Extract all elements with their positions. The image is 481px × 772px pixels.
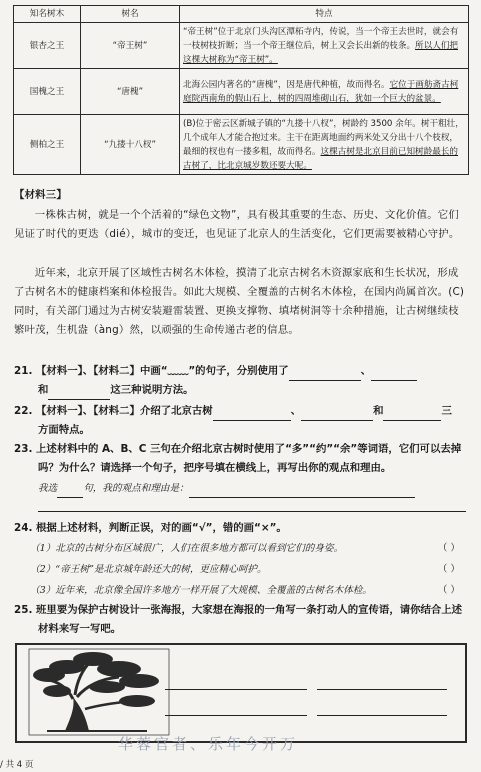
answer-parentheses[interactable]: （ ） [437, 564, 460, 575]
tree-desc: 北海公园内著名的“唐槐”，因是唐代种植，故而得名。它位于画舫斋古柯庭院西南角的假山石上，树的四周堆砌山石，犹如一个巨大的盆景。 [180, 69, 469, 115]
tree-desc: “帝王树”位于北京门头沟区潭柘寺内，传说，当一个帝王去世时，就会有一枝树枝折断；当一个帝王继位后，树上又会长出新的枝条。所以人们把这棵大树称为“帝王树”。 [180, 23, 469, 69]
question-23-fill: 我选 句，我的观点和理由是： [38, 479, 468, 498]
question-22: 22. 【材料一】、【材料二】介绍了北京古树 、 和 三 方面特点。 [14, 405, 452, 436]
tree-title: 国槐之王 [14, 69, 81, 115]
table-header: 知名树木 [14, 6, 81, 23]
answer-blank[interactable] [383, 406, 441, 421]
answer-parentheses[interactable]: （ ） [437, 585, 460, 596]
answer-blank[interactable] [57, 483, 83, 498]
material3-title: 【材料三】 [14, 189, 67, 201]
tree-name: “九搂十八杈” [81, 115, 180, 175]
answer-blank[interactable] [189, 483, 415, 498]
judge-item: （3）近年来，北京像全国许多地方一样开展了大规模、全覆盖的古树名木体检。 （ ） [30, 581, 460, 600]
table-row [14, 23, 469, 69]
answer-blank[interactable] [301, 406, 373, 421]
tree-illustration [27, 647, 177, 739]
question-24: 24. 根据上述材料，判断正误，对的画“√”，错的画“×”。 [14, 522, 287, 534]
question-21: 21. 【材料一】、【材料二】中画“﹏﹏”的句子，分别使用了 、 和 这三种说明方法。 [14, 362, 472, 400]
page-footer: / 共 4 页 [0, 760, 34, 770]
poster-frame [15, 643, 467, 743]
tree-desc: (B)位于密云区新城子镇的“九搂十八杈”，树龄约 3500 余年。树干粗壮，几个成年人才能合抱过来。主干在距离地面约两米处又分出十八个枝杈，最细的杈也有一搂多粗，故而得名。这棵古树是北京目前已知树龄最长的古树了，比北京城岁数还要大呢。 [180, 115, 469, 175]
poster-writing-line[interactable] [317, 689, 447, 690]
judge-item: （1）北京的古树分布区域很广，人们在很多地方都可以看到它们的身姿。 （ ） [30, 539, 460, 558]
table-header: 树名 [81, 6, 180, 23]
material3-paragraph1: 一株株古树，就是一个个活着的“绿色文物”，具有极其重要的生态、历史、文化价值。它们见证了时代的更迭（dié），城市的变迁，也见证了北京人的生活变化，它们更需要被精心守护。 [14, 209, 460, 240]
table-row [14, 115, 469, 175]
tree-title: 银杏之王 [14, 23, 81, 69]
question-25: 25. 班里要为保护古树设计一张海报，大家想在海报的一角写一条打动人的宣传语，请你结合上述材料来写一写吧。 [14, 604, 463, 635]
poster-writing-line[interactable] [165, 689, 307, 690]
handwritten-scribble: 华蓉官者、乐年今开万 [118, 735, 299, 753]
tree-title: 侧柏之王 [14, 115, 81, 175]
tree-name: “唐槐” [81, 69, 180, 115]
judge-item: （2）“帝王树”是北京城年龄还大的树，更应精心呵护。 （ ） [30, 560, 460, 579]
poster-writing-line[interactable] [317, 715, 447, 716]
poster-writing-line[interactable] [165, 715, 307, 716]
tree-name: “帝王树” [81, 23, 180, 69]
answer-line[interactable] [38, 511, 466, 512]
answer-parentheses[interactable]: （ ） [437, 543, 460, 554]
material3-paragraph2: 近年来，北京开展了区域性古树名木体检，摸清了北京古树名木资源家底和生长状况，形成了古树名木的健康档案和体检报告。如此大规模、全覆盖的古树名木体检，在国内尚属首次。(C) 同时，有关部门通过为古树安装避雷装置、更换支撑物、填堵树洞等十余种措施，让古树继续枝繁叶茂，生机盎（àng）然，以顽强的生命传递古老的信息。 [14, 267, 465, 336]
answer-blank[interactable] [289, 366, 361, 381]
answer-blank[interactable] [48, 385, 110, 400]
table-header: 特点 [180, 6, 469, 23]
table-row [14, 69, 469, 115]
answer-blank[interactable] [371, 366, 417, 381]
answer-blank[interactable] [213, 406, 291, 421]
famous-trees-table [13, 5, 469, 175]
question-23: 23. 上述材料中的 A、B、C 三句在介绍北京古树时使用了“多”“约”“余”等词语，它们可以去掉吗？为什么？请选择一个句子，把序号填在横线上，再写出你的观点和理由。 [14, 443, 462, 474]
